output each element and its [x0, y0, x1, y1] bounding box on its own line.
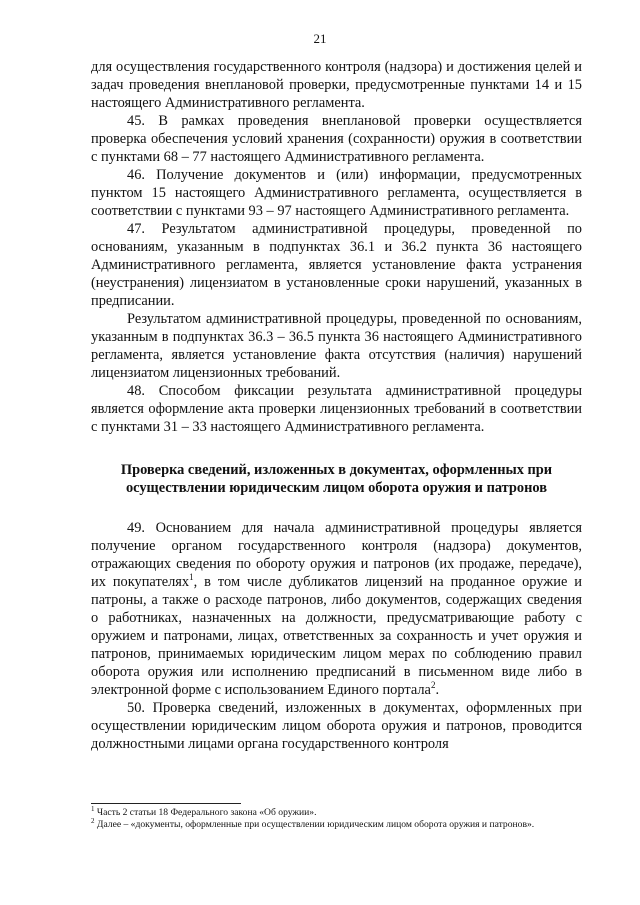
paragraph-49-text-2: , в том числе дубликатов лицензий на проданное оружие и патроны, а также о расходе патронов, либо документов, содержащих сведения о работниках, назначенных на должности, предусматривающие работу с оружием и патронами, лицах, ответственных за сохранность и учет оружия и патронов, принимаемых юридическим лицом мерах по соблюдению правил оборота оружия или исполнению предписаний в письменном виде либо в электронной форме с использованием Единого портала	[91, 574, 582, 698]
paragraph-50: 50. Проверка сведений, изложенных в документах, оформленных при осуществлении юридическим лицом оборота оружия и патронов, проводится должностными лицами органа государственного контроля	[91, 700, 582, 752]
paragraph-49-text-3: .	[435, 682, 440, 698]
paragraph-46: 46. Получение документов и (или) информации, предусмотренных пунктом 15 настоящего Административного регламента, осуществляется в соответствии с пунктами 93 – 97 настоящего Административного регламента.	[91, 167, 582, 219]
footnote-ref-2: 2	[430, 680, 436, 691]
paragraph-47: 47. Результатом административной процедуры, проведенной по основаниям, указанным в подпунктах 36.1 и 36.2 пункта 36 настоящего Административного регламента, является установление факта устранения (неустранения) лицензиатом в установленные сроки нарушений, указанных в предписании.	[91, 221, 582, 309]
footnote-divider	[91, 803, 241, 804]
footnote-2	[91, 816, 582, 831]
paragraph-continuation: для осуществления государственного контроля (надзора) и достижения целей и задач проведения внеплановой проверки, предусмотренные пунктами 14 и 15 настоящего Административного регламента.	[91, 59, 582, 111]
paragraph-48: 48. Способом фиксации результата административной процедуры является оформление акта проверки лицензионных требований в соответствии с пунктами 31 – 33 настоящего Административного регламента.	[91, 383, 582, 435]
footnote-2-text: Далее – «документы, оформленные при осуществлении юридическим лицом оборота оружия и патронов».	[94, 819, 535, 830]
paragraph-47-result: Результатом административной процедуры, проведенной по основаниям, указанным в подпунктах 36.3 – 36.5 пункта 36 настоящего Административного регламента, является установление факта отсутствия (наличия) нарушений лицензиатом лицензионных требований.	[91, 311, 582, 381]
footnote-1	[91, 804, 582, 819]
section-heading: Проверка сведений, изложенных в документах, оформленных при осуществлении юридическим лицом оборота оружия и патронов	[120, 462, 553, 496]
footnotes	[91, 803, 582, 831]
footnote-mark-2: 2	[91, 816, 95, 825]
footnote-ref-1: 1	[189, 572, 194, 583]
paragraph-49-text-1: 49. Основанием для начала административной процедуры является получение органом государственного контроля (надзора) документов, отражающих сведения по обороту оружия и патронов (их продаже, передаче), их покупателях	[91, 520, 582, 590]
footnote-mark-1: 1	[91, 804, 95, 813]
page-number: 21	[313, 31, 327, 46]
footnote-1-text: Часть 2 статьи 18 Федерального закона «Об оружии».	[94, 807, 317, 818]
paragraph-49	[91, 519, 582, 699]
paragraph-45: 45. В рамках проведения внеплановой проверки осуществляется проверка обеспечения условий хранения (сохранности) оружия в соответствии с пунктами 68 – 77 настоящего Административного регламента.	[91, 113, 582, 165]
document-body	[91, 58, 582, 753]
